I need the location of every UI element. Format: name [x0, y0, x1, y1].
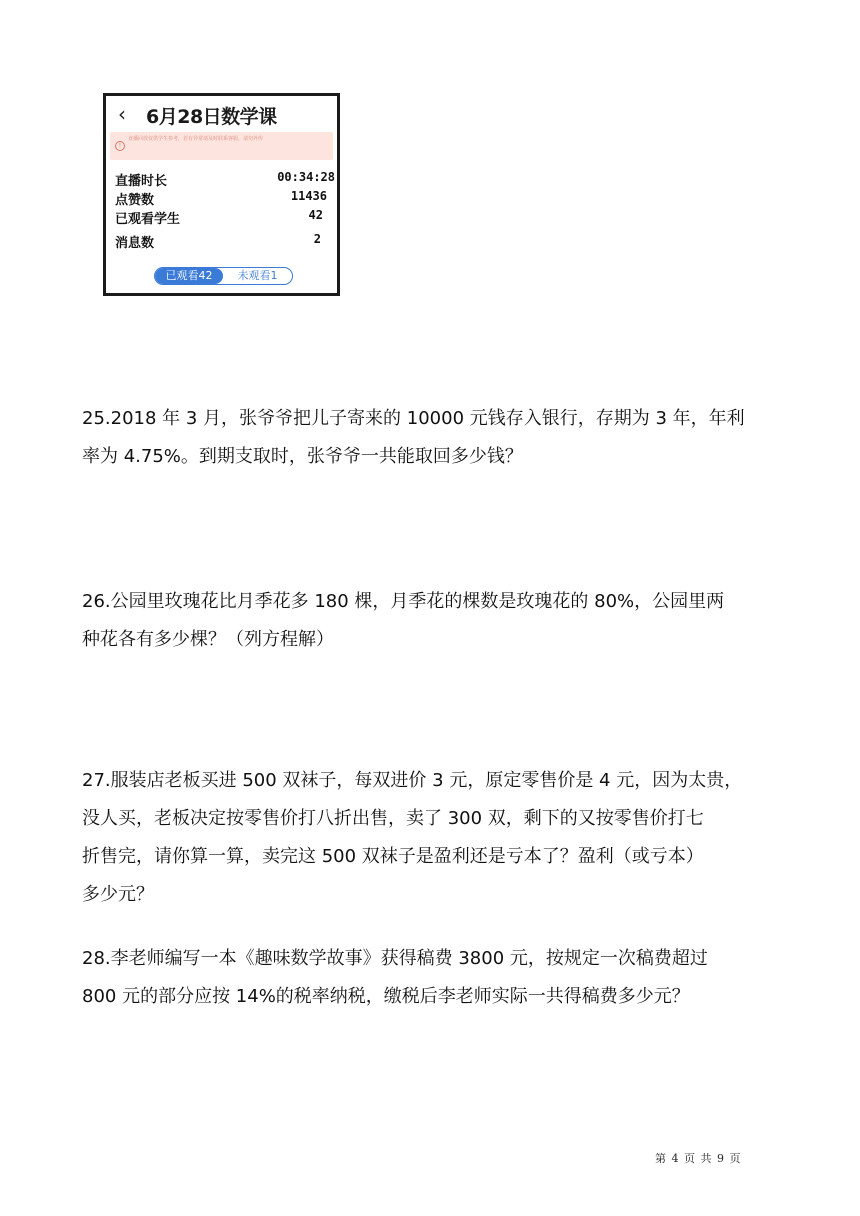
question-line: 折售完，请你算一算，卖完这 500 双袜子是盈利还是亏本了？盈利（或亏本） — [82, 846, 704, 867]
stat-row-messages — [115, 232, 335, 250]
page-footer: 第 4 页 共 9 页 — [655, 1152, 742, 1165]
question-line: 26.公园里玫瑰花比月季花多 180 棵，月季花的棵数是玫瑰花的 80%，公园里两 — [82, 591, 725, 612]
stat-value: 00:34:28 — [277, 170, 335, 184]
watch-status-toggle — [154, 267, 293, 285]
stat-row-likes — [115, 189, 335, 207]
stat-label: 点赞数 — [115, 193, 155, 208]
stat-label: 消息数 — [115, 236, 155, 251]
stat-value: 2 — [313, 232, 321, 246]
notice-banner — [110, 132, 333, 160]
unwatched-tab: 未观看1 — [237, 269, 278, 282]
question-line: 多少元？ — [82, 884, 154, 905]
question-27 — [82, 762, 782, 914]
back-arrow-icon: ‹ — [118, 102, 126, 126]
question-line: 种花各有多少棵？（列方程解） — [82, 629, 334, 650]
notice-text: 直播回放仅供学生参考，若有异常请及时联系客服，请勿外传 — [128, 136, 264, 142]
question-28 — [82, 940, 782, 1016]
question-26 — [82, 583, 782, 659]
info-icon: ! — [115, 141, 125, 151]
screenshot-title: 6月28日数学课 — [146, 106, 277, 128]
stat-label: 已观看学生 — [115, 212, 181, 227]
question-25 — [82, 400, 782, 476]
stat-value: 11436 — [290, 189, 327, 203]
question-line: 没人买，老板决定按零售价打八折出售，卖了 300 双，剩下的又按零售价打七 — [82, 808, 704, 829]
question-line: 28.李老师编写一本《趣味数学故事》获得稿费 3800 元，按规定一次稿费超过 — [82, 948, 708, 969]
live-class-screenshot — [103, 93, 340, 296]
question-line: 25.2018 年 3 月，张爷爷把儿子寄来的 10000 元钱存入银行，存期为 3 年，年利 — [82, 408, 745, 429]
question-line: 27.服装店老板买进 500 双袜子，每双进价 3 元，原定零售价是 4 元，因为太贵， — [82, 770, 743, 791]
watched-tab: 已观看42 — [155, 268, 223, 284]
screenshot-header — [106, 96, 337, 132]
question-line: 率为 4.75%。到期支取时，张爷爷一共能取回多少钱？ — [82, 446, 523, 467]
stat-row-viewers — [115, 208, 335, 226]
stat-row-duration — [115, 170, 335, 188]
stat-label: 直播时长 — [115, 174, 168, 189]
stat-value: 42 — [308, 208, 323, 222]
question-line: 800 元的部分应按 14%的税率纳税，缴税后李老师实际一共得稿费多少元？ — [82, 986, 690, 1007]
